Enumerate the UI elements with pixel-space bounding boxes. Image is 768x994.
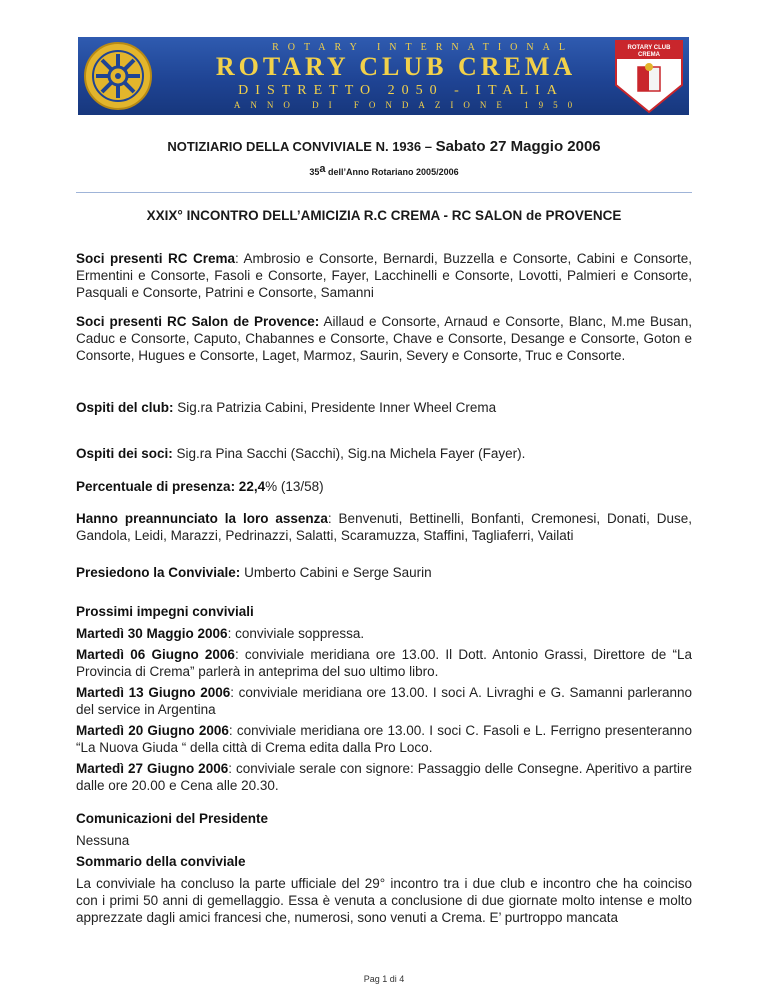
presiedono-text: Umberto Cabini e Serge Saurin [240,565,432,580]
impegno-text: : conviviale meridiana ore 13.00. I soci C. Fasoli e L. Ferrigno presenteranno “La Nuova Giuda “ della città di Crema edita dalla Pro Loco. [76,723,693,755]
rotary-wheel-icon [82,40,154,112]
page-number: Pag 1 di 4 [363,974,405,984]
banner-district: DISTRETTO 2050 - ITALIA [238,83,564,98]
assenza-label: Hanno preannunciato la loro assenza [76,511,328,526]
subtitle-number: 35 [309,167,320,177]
crest-text-crema: CREMA [638,52,660,58]
presiedono-paragraph [76,564,692,581]
impegni-heading-text: Prossimi impegni conviviali [76,604,254,619]
ospiti-club-label: Ospiti del club: [76,400,174,415]
impegno-item [76,646,692,680]
soci-crema-label: Soci presenti RC Crema [76,251,235,266]
ospiti-club-text: Sig.ra Patrizia Cabini, Presidente Inner Wheel Crema [173,400,497,415]
sommario-text: La conviviale ha concluso la parte ufficiale del 29° incontro tra i due club e incontro che ha coinciso con i primi 50 anni di gemellaggio. Essa è venuta a conclusione di due giornate molto intense e molto apprezzate dagli amici francesi che, numerosi, sono venuti a Crema. E’ purtroppo mancata [76,876,692,925]
comunicazioni-text: Nessuna [76,833,130,848]
title-date: Sabato 27 Maggio 2006 [435,138,601,155]
sommario-heading-text: Sommario della conviviale [76,854,246,869]
impegno-item [76,760,692,794]
impegno-text: : conviviale soppressa. [227,626,365,641]
banner-club-name: ROTARY CLUB CREMA [215,52,577,81]
page-subtitle [0,163,768,177]
impegno-date: Martedì 06 Giugno 2006 [76,647,235,662]
soci-salon-label: Soci presenti RC Salon de Provence: [76,314,320,329]
impegno-item [76,722,692,756]
soci-salon-text: Aillaud e Consorte, Arnaud e Consorte, Blanc, M.me Busan, Caduc e Consorte, Caputo, Chabannes e Consorte, Chave e Consorte, Desange e Consorte, Goton e Consorte, Hugues e Consorte, Laget, Marmoz, Saurin, Severy e Consorte, Truc e Consorte. [76,314,692,363]
comunicazioni-heading [76,810,692,827]
sommario-heading [76,853,692,870]
page-title [0,138,768,155]
percentuale-text: % (13/58) [265,479,324,494]
banner-founding-year: ANNO DI FONDAZIONE 1950 [233,100,583,110]
header-banner [78,37,689,115]
impegno-date: Martedì 13 Giugno 2006 [76,685,231,700]
percentuale-paragraph [76,478,692,495]
title-prefix: NOTIZIARIO DELLA CONVIVIALE N. 1936 – [167,139,436,154]
impegno-date: Martedì 30 Maggio 2006 [76,626,228,641]
subtitle-ordinal: a [319,163,326,175]
ospiti-club-paragraph [76,399,692,416]
header-divider [76,192,692,193]
impegno-item [76,684,692,718]
ospiti-soci-text: Sig.ra Pina Sacchi (Sacchi), Sig.na Michela Fayer (Fayer). [172,446,526,461]
impegno-date: Martedì 20 Giugno 2006 [76,723,229,738]
ospiti-soci-paragraph [76,445,692,462]
assenza-text: : Benvenuti, Bettinelli, Bonfanti, Cremonesi, Donati, Duse, Gandola, Leidi, Marazzi, Pedrinazzi, Salatti, Scaramuzza, Staffini, Tagliaferri, Vailati [76,511,692,543]
event-heading: XXIX° INCONTRO DELL’AMICIZIA R.C CREMA - RC SALON de PROVENCE [146,208,622,223]
percentuale-label: Percentuale di presenza: 22,4 [76,479,266,494]
impegno-text: : conviviale meridiana ore 13.00. Il Dott. Antonio Grassi, Direttore de “La Provincia di Crema” parlerà in anteprima del suo ultimo libro. [76,647,692,679]
impegno-date: Martedì 27 Giugno 2006 [76,761,229,776]
impegno-item [76,625,692,642]
soci-crema-paragraph [76,250,692,301]
impegno-text: : conviviale meridiana ore 13.00. I soci A. Livraghi e G. Samanni parleranno del service in Argentina [76,685,693,717]
ospiti-soci-label: Ospiti dei soci: [76,446,173,461]
crest-text-rotary-club: ROTARY CLUB [627,45,671,51]
soci-crema-text: : Ambrosio e Consorte, Bernardi, Buzzella e Consorte, Cabini e Consorte, Ermentini e Consorte, Fasoli e Consorte, Fayer, Lacchinelli e Consorte, Lovotti, Palmieri e Consorte, Pasquali e Consorte, Patrini e Consorte, Samanni [76,251,692,300]
assenza-paragraph [76,510,692,544]
impegno-text: : conviviale serale con signore: Passaggio delle Consegne. Aperitivo a partire dalle ore 20.00 e Cena alle 20.30. [76,761,693,793]
club-crest-icon [614,39,684,114]
presiedono-label: Presiedono la Conviviale: [76,565,241,580]
subtitle-year: dell’Anno Rotariano 2005/2006 [325,167,459,177]
banner-line-rotary-international: ROTARY INTERNATIONAL [272,42,574,53]
comunicazioni-heading-text: Comunicazioni del Presidente [76,811,269,826]
impegni-heading [76,603,692,620]
soci-salon-paragraph [76,313,692,364]
